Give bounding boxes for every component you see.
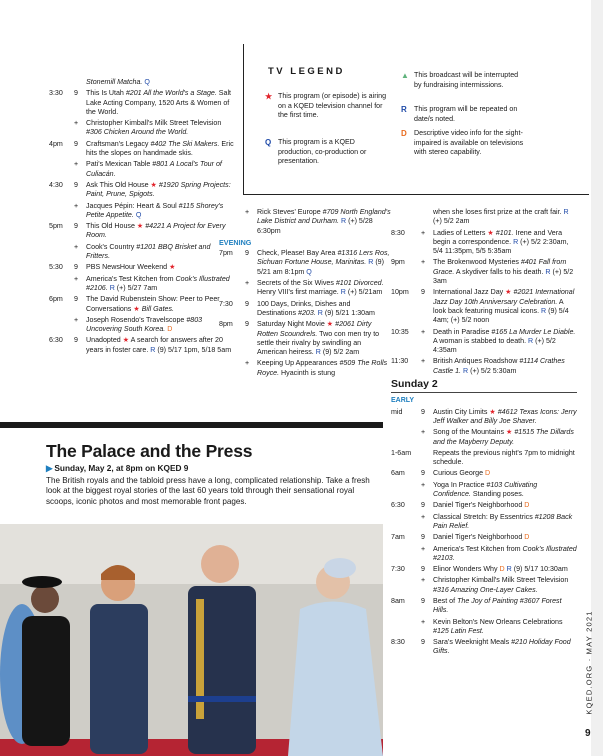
entry-time: 11:30: [391, 357, 409, 366]
entry-text: Christopher Kimball's Milk Street Television #316 Amazing One-Layer Cakes.: [433, 576, 569, 594]
star-icon: ★: [265, 92, 273, 101]
legend-item-fundraising: [401, 71, 526, 90]
side-footer: [584, 598, 594, 738]
entry-text: International Jazz Day ★ #2021 International Jazz Day 10th Anniversary Celebration. A look back featuring musical icons. R (9) 5/4 4am; (+) 5/2 noon: [433, 288, 575, 325]
legend-item-first-airing: [265, 92, 390, 121]
entry-channel: +: [74, 201, 79, 210]
entry-channel: 9: [245, 299, 249, 308]
entry-text: Curious George D: [433, 469, 491, 478]
schedule-entry: [391, 565, 577, 574]
entry-time: mid: [391, 407, 403, 416]
entry-channel: +: [421, 428, 426, 437]
schedule-entry: [391, 208, 577, 227]
schedule-entry: [49, 243, 234, 262]
entry-text: The David Rubenstein Show: Peer to Peer Conversations ★ Bill Gates.: [86, 295, 220, 313]
entry-channel: +: [74, 119, 79, 128]
legend-text: This broadcast will be interrupted by fundraising intermissions.: [414, 71, 519, 89]
schedule-entry: [219, 208, 391, 236]
entry-time: 6pm: [49, 295, 63, 304]
legend-text: This program (or episode) is airing on a KQED television channel for the first time.: [278, 92, 387, 120]
entry-text: Secrets of the Six Wives #101 Divorced. Henry VIII's first marriage. R (+) 5/21am: [257, 279, 384, 297]
entry-text: Ask This Old House ★ #1920 Spring Projects: Paint, Prune, Spigots.: [86, 180, 231, 199]
royal-family-illustration: [0, 524, 383, 756]
entry-text: Daniel Tiger's Neighborhood D: [433, 533, 530, 542]
schedule-entry: [49, 336, 234, 355]
schedule-entry: [219, 320, 391, 357]
entry-text: Jacques Pépin: Heart & Soul #115 Shorey's Petite Appetite. Q: [86, 201, 224, 219]
entry-text: PBS NewsHour Weekend ★: [86, 263, 176, 272]
schedule-entry: [49, 316, 234, 335]
legend-item-repeat: [401, 105, 526, 124]
page-number: 9: [585, 728, 591, 739]
entry-text: Check, Please! Bay Area #1316 Lers Ros, Sichuan Fortune House, Marinitas. R (9) 5/21 am 8:1pm Q: [257, 249, 390, 276]
schedule-entry: [49, 78, 234, 87]
entry-text: Kevin Belton's New Orleans Celebrations #125 Latin Fest.: [433, 617, 563, 635]
entry-channel: +: [74, 274, 79, 283]
repeat-r-icon: R: [401, 105, 407, 114]
entry-text: Ladies of Letters ★ #101. Irene and Vera begin a correspondence. R (+) 5/2 2:30am, 5/4 11:35pm, 5/5 5:35am: [433, 228, 569, 256]
entry-channel: 9: [421, 407, 425, 416]
schedule-entry: [49, 295, 234, 314]
article-title: The Palace and the Press: [46, 441, 253, 461]
entry-text: Joseph Rosendo's Travelscope #803 Uncovering South Korea. D: [86, 315, 203, 334]
schedule-entry: [49, 160, 234, 179]
schedule-entry: [49, 119, 234, 138]
entry-text: Craftsman's Legacy #402 The Ski Makers. Eric hits the slopes on handmade skis.: [86, 139, 234, 158]
entry-text: Unadopted ★ A search for answers after 20 years in foster care. R (9) 5/17 1pm, 5/18 5am: [86, 336, 232, 354]
entry-channel: 9: [74, 222, 78, 231]
entry-channel: 9: [421, 565, 425, 574]
entry-channel: 9: [245, 320, 249, 329]
schedule-entry: [391, 618, 577, 637]
entry-channel: +: [421, 617, 426, 626]
article-body: The British royals and the tabloid press have a long, complicated relationship. Take a fresh look at the biggest royal stories of the last 60 years told through their sensational royal scoops, iconic photos and most memorable front pages.: [46, 476, 370, 506]
play-triangle-icon: ▶: [46, 463, 53, 473]
entry-text: Sara's Weeknight Meals #210 Holiday Food Gifts.: [433, 638, 571, 656]
entry-text: Cook's Country #1201 BBQ Brisket and Fritters.: [86, 242, 211, 261]
schedule-entry: [49, 140, 234, 159]
entry-channel: +: [421, 544, 426, 553]
evening-header: EVENING: [219, 237, 252, 247]
entry-channel: +: [245, 208, 250, 216]
entry-text: Stonemill Matcha. Q: [86, 78, 150, 86]
schedule-entry: [391, 258, 577, 286]
schedule-entry: [391, 638, 577, 657]
entry-channel: 9: [421, 288, 425, 297]
entry-channel: +: [421, 327, 426, 336]
tv-legend-title: TV LEGEND: [268, 66, 345, 77]
entry-channel: 9: [421, 596, 425, 605]
schedule-column-1: [49, 78, 234, 357]
entry-channel: 9: [74, 89, 78, 98]
schedule-entry: [49, 222, 234, 241]
entry-time: 3:30: [49, 89, 63, 98]
schedule-entry: [391, 449, 577, 468]
schedule-entry: [391, 533, 577, 542]
schedule-entry: [219, 359, 391, 378]
schedule-entry: [391, 545, 577, 564]
entry-text: Daniel Tiger's Neighborhood D: [433, 501, 530, 510]
day-header: Sunday 2: [391, 378, 438, 391]
entry-time: 4:30: [49, 180, 63, 189]
entry-channel: 9: [421, 501, 425, 510]
entry-channel: +: [421, 357, 426, 366]
entry-channel: 9: [421, 533, 425, 542]
entry-channel: +: [421, 258, 426, 267]
schedule-entry: [391, 428, 577, 447]
entry-text: Pati's Mexican Table #801 A Local's Tour of Culiacán.: [86, 160, 222, 178]
schedule-entry: [391, 408, 577, 427]
entry-channel: 9: [245, 249, 249, 258]
schedule-entry: [391, 469, 577, 478]
schedule-entry: [219, 249, 391, 277]
entry-text: British Antiques Roadshow #1114 Crathes Castle 1. R (+) 5/2 5:30am: [433, 357, 565, 375]
entry-text: The Brokenwood Mysteries #401 Fall from Grace. A skydiver falls to his death. R (+) 5/2 3am: [433, 258, 574, 286]
entry-channel: +: [74, 315, 79, 324]
kqed-q-icon: Q: [265, 138, 272, 147]
article-date-text: Sunday, May 2, at 8pm on KQED 9: [54, 463, 189, 473]
entry-text: America's Test Kitchen from Cook's Illustrated #2106. R (+) 5/27 7am: [86, 274, 230, 292]
schedule-entry: [49, 202, 234, 221]
schedule-column-3: [391, 208, 577, 659]
schedule-entry: [391, 501, 577, 510]
article-date: [46, 463, 188, 473]
legend-text: This program is a KQED production, co-production or presentation.: [278, 138, 367, 166]
entry-channel: +: [74, 160, 79, 169]
entry-text: America's Test Kitchen from Cook's Illustrated #2103.: [433, 544, 577, 562]
schedule-entry: [49, 181, 234, 200]
legend-item-descriptive-video: [401, 129, 526, 158]
entry-text: when she loses first prize at the craft fair. R (+) 5/2 2am: [433, 208, 569, 226]
schedule-entry: [391, 597, 577, 616]
entry-time: 7:30: [219, 299, 233, 308]
entry-time: 10pm: [391, 288, 409, 297]
triangle-icon: ▲: [401, 71, 409, 80]
entry-channel: +: [421, 228, 426, 237]
entry-channel: 9: [74, 336, 78, 345]
schedule-entry: [391, 357, 577, 376]
entry-text: Rick Steves' Europe #709 North England's Lake District and Durham. R (+) 5/28 6:30pm: [257, 208, 391, 235]
entry-channel: +: [245, 279, 250, 288]
entry-time: 5:30: [49, 263, 63, 272]
schedule-entry: [219, 279, 391, 298]
schedule-entry: [49, 275, 234, 294]
entry-text: Elinor Wonders Why D R (9) 5/17 10:30am: [433, 565, 568, 574]
entry-channel: 9: [74, 263, 78, 272]
entry-time: 6:30: [391, 501, 405, 510]
schedule-entry: [391, 229, 577, 257]
legend-item-kqed-production: [265, 138, 390, 167]
schedule-entry: [219, 300, 391, 319]
entry-text: Keeping Up Appearances #509 The Rolls Royce. Hyacinth is stung: [257, 359, 388, 377]
entry-channel: +: [421, 480, 426, 489]
entry-channel: +: [421, 576, 426, 585]
entry-channel: +: [421, 512, 426, 521]
legend-text: This program will be repeated on date/s noted.: [414, 105, 518, 123]
entry-time: 9pm: [391, 258, 405, 267]
entry-channel: 9: [74, 139, 78, 148]
schedule-entry: [391, 328, 577, 356]
legend-text: Descriptive video info for the sight-impaired is available on televisions with stereo capability.: [414, 129, 524, 157]
schedule-entry: [391, 576, 577, 595]
entry-time: 8am: [391, 596, 405, 605]
schedule-column-2: [219, 208, 391, 380]
schedule-entry: [391, 288, 577, 325]
schedule-entry: [49, 263, 234, 272]
royal-family-photo: [0, 524, 383, 756]
entry-text: Repeats the previous night's 7pm to midnight schedule.: [433, 448, 575, 467]
entry-channel: 9: [74, 180, 78, 189]
schedule-entry: [49, 89, 234, 117]
descriptive-d-icon: D: [401, 129, 407, 138]
entry-time: 1-6am: [391, 448, 412, 457]
entry-text: This Is Utah #201 All the World's a Stage. Salt Lake Acting Company, 1520 Arts & Women of the World.: [86, 89, 232, 116]
entry-time: 7am: [391, 533, 405, 542]
entry-channel: 9: [74, 295, 78, 304]
entry-time: 6:30: [49, 336, 63, 345]
entry-text: Death in Paradise #165 La Murder Le Diable. A woman is stabbed to death. R (+) 5/2 4:35am: [433, 327, 576, 355]
entry-channel: 9: [421, 638, 425, 647]
entry-text: Classical Stretch: By Essentrics #1208 Back Pain Relief.: [433, 512, 573, 530]
entry-text: Austin City Limits ★ #4612 Texas Icons: Jerry Jeff Walker and Billy Joe Shaver.: [433, 407, 577, 425]
early-header: EARLY: [391, 392, 577, 405]
entry-time: 7pm: [219, 249, 233, 258]
entry-channel: 9: [421, 469, 425, 478]
entry-text: Saturday Night Movie ★ #2061 Dirty Rotten Scoundrels. Two con men try to settle their rivalry by swindling an American heiress. R (9) 5/2 2am: [257, 320, 380, 357]
entry-time: 5pm: [49, 222, 63, 231]
entry-channel: +: [245, 359, 250, 368]
entry-time: 8:30: [391, 228, 405, 237]
article-divider: [0, 422, 383, 428]
schedule-entry: [391, 513, 577, 532]
entry-time: 8:30: [391, 638, 405, 647]
entry-channel: +: [74, 242, 79, 251]
entry-time: 6am: [391, 469, 405, 478]
entry-time: 7:30: [391, 565, 405, 574]
entry-time: 8pm: [219, 320, 233, 329]
entry-text: Yoga In Practice #103 Cultivating Confidence. Standing poses.: [433, 480, 538, 499]
entry-text: Song of the Mountains ★ #1515 The Dillards and the Mayberry Deputy.: [433, 428, 574, 446]
entry-time: 10:35: [391, 327, 409, 336]
entry-text: Best of The Joy of Painting #3607 Forest Hills.: [433, 596, 562, 615]
entry-time: 4pm: [49, 139, 63, 148]
schedule-entry: [391, 481, 577, 500]
entry-text: 100 Days, Drinks, Dishes and Destinations #203. R (9) 5/21 1:30am: [257, 299, 375, 317]
side-footer-text: KQED.ORG · MAY 2021: [584, 610, 594, 715]
entry-text: This Old House ★ #4221 A Project for Every Room.: [86, 222, 226, 240]
entry-text: Christopher Kimball's Milk Street Television #306 Chicken Around the World.: [86, 119, 222, 137]
